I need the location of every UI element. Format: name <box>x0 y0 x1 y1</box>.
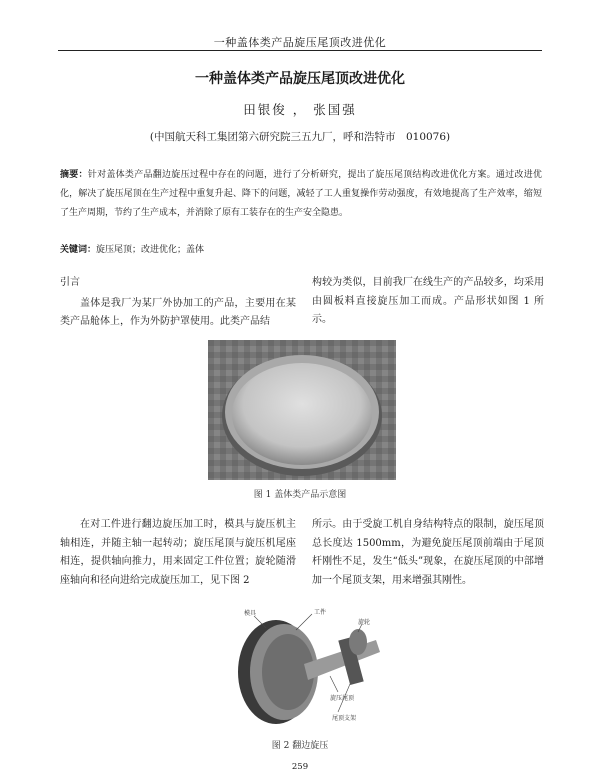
figure-1-image <box>208 340 396 480</box>
keywords <box>60 242 542 255</box>
section1-right-column <box>312 274 544 330</box>
label-roller: 旋轮 <box>358 619 371 626</box>
roller <box>349 629 367 655</box>
abstract-text: 针对盖体类产品翻边旋压过程中存在的问题，进行了分析研究，提出了旋压尾顶结构改进优化方案。通过改进优化，解决了旋压尾顶在生产过程中重复升起、降下的问题，减轻了工人重复操作劳动强度，有效地提高了生产效率，缩短了生产周期，节约了生产成本，并消除了原有工装存在的生产安全隐患。 <box>60 170 542 218</box>
intro-paragraph-left: 盖体是我厂为某厂外协加工的产品，主要用在某类产品舱体上，作为外防护罩使用。此类产品结 <box>60 297 296 327</box>
section-heading-intro: 引言 <box>60 277 80 288</box>
label-workpiece: 工件 <box>314 609 327 616</box>
section1-left-column <box>60 274 296 332</box>
figure-2-caption: 图 2 翻边旋压 <box>271 741 329 751</box>
intro-paragraph-right: 构较为类似，目前我厂在线生产的产品较多，均采用由圆板料直接旋压加工而成。产品形状如图 1 所示。 <box>312 277 544 325</box>
keywords-label: 关键词： <box>60 245 97 255</box>
dish-interior <box>232 363 372 465</box>
figure-2-graphic <box>226 600 402 730</box>
abstract-label: 摘要： <box>60 170 88 180</box>
running-head: 一种盖体类产品旋压尾顶改进优化 <box>213 36 387 49</box>
process-paragraph-left: 在对工件进行翻边旋压加工时，模具与旋压机主轴相连，并随主轴一起转动；旋压尾顶与旋压机尾座相连，提供轴向推力，用来固定工件位置；旋轮随滑座轴向和径向进给完成旋压加工，见下图 2 <box>60 519 296 586</box>
figure-2-image <box>226 600 402 730</box>
authors: 田银俊 ， 张国强 <box>243 102 357 117</box>
figure-1-graphic <box>208 340 396 480</box>
label-tail-top: 旋压尾顶 <box>330 695 355 702</box>
keywords-text: 旋压尾顶；改进优化；盖体 <box>96 245 205 255</box>
figure-1-caption: 图 1 盖体类产品示意图 <box>253 490 347 500</box>
abstract <box>60 166 542 223</box>
page-number: 259 <box>291 762 309 772</box>
section2-left-column <box>60 516 296 590</box>
section2-right-column <box>312 516 544 590</box>
label-tail-support: 尾顶支架 <box>332 715 357 722</box>
label-mold: 模具 <box>244 610 257 617</box>
process-paragraph-right: 所示。由于受旋工机自身结构特点的限制，旋压尾顶总长度达 1500mm，为避免旋压尾顶前端由于尾顶杆刚性不足，发生“低头”现象，在旋压尾顶的中部增加一个尾顶支架，用来增强其刚性。 <box>312 519 544 586</box>
paper-title: 一种盖体类产品旋压尾顶改进优化 <box>195 71 405 87</box>
header-rule <box>58 50 542 51</box>
affiliation: (中国航天科工集团第六研究院三五九厂，呼和浩特市 010076) <box>149 131 451 143</box>
